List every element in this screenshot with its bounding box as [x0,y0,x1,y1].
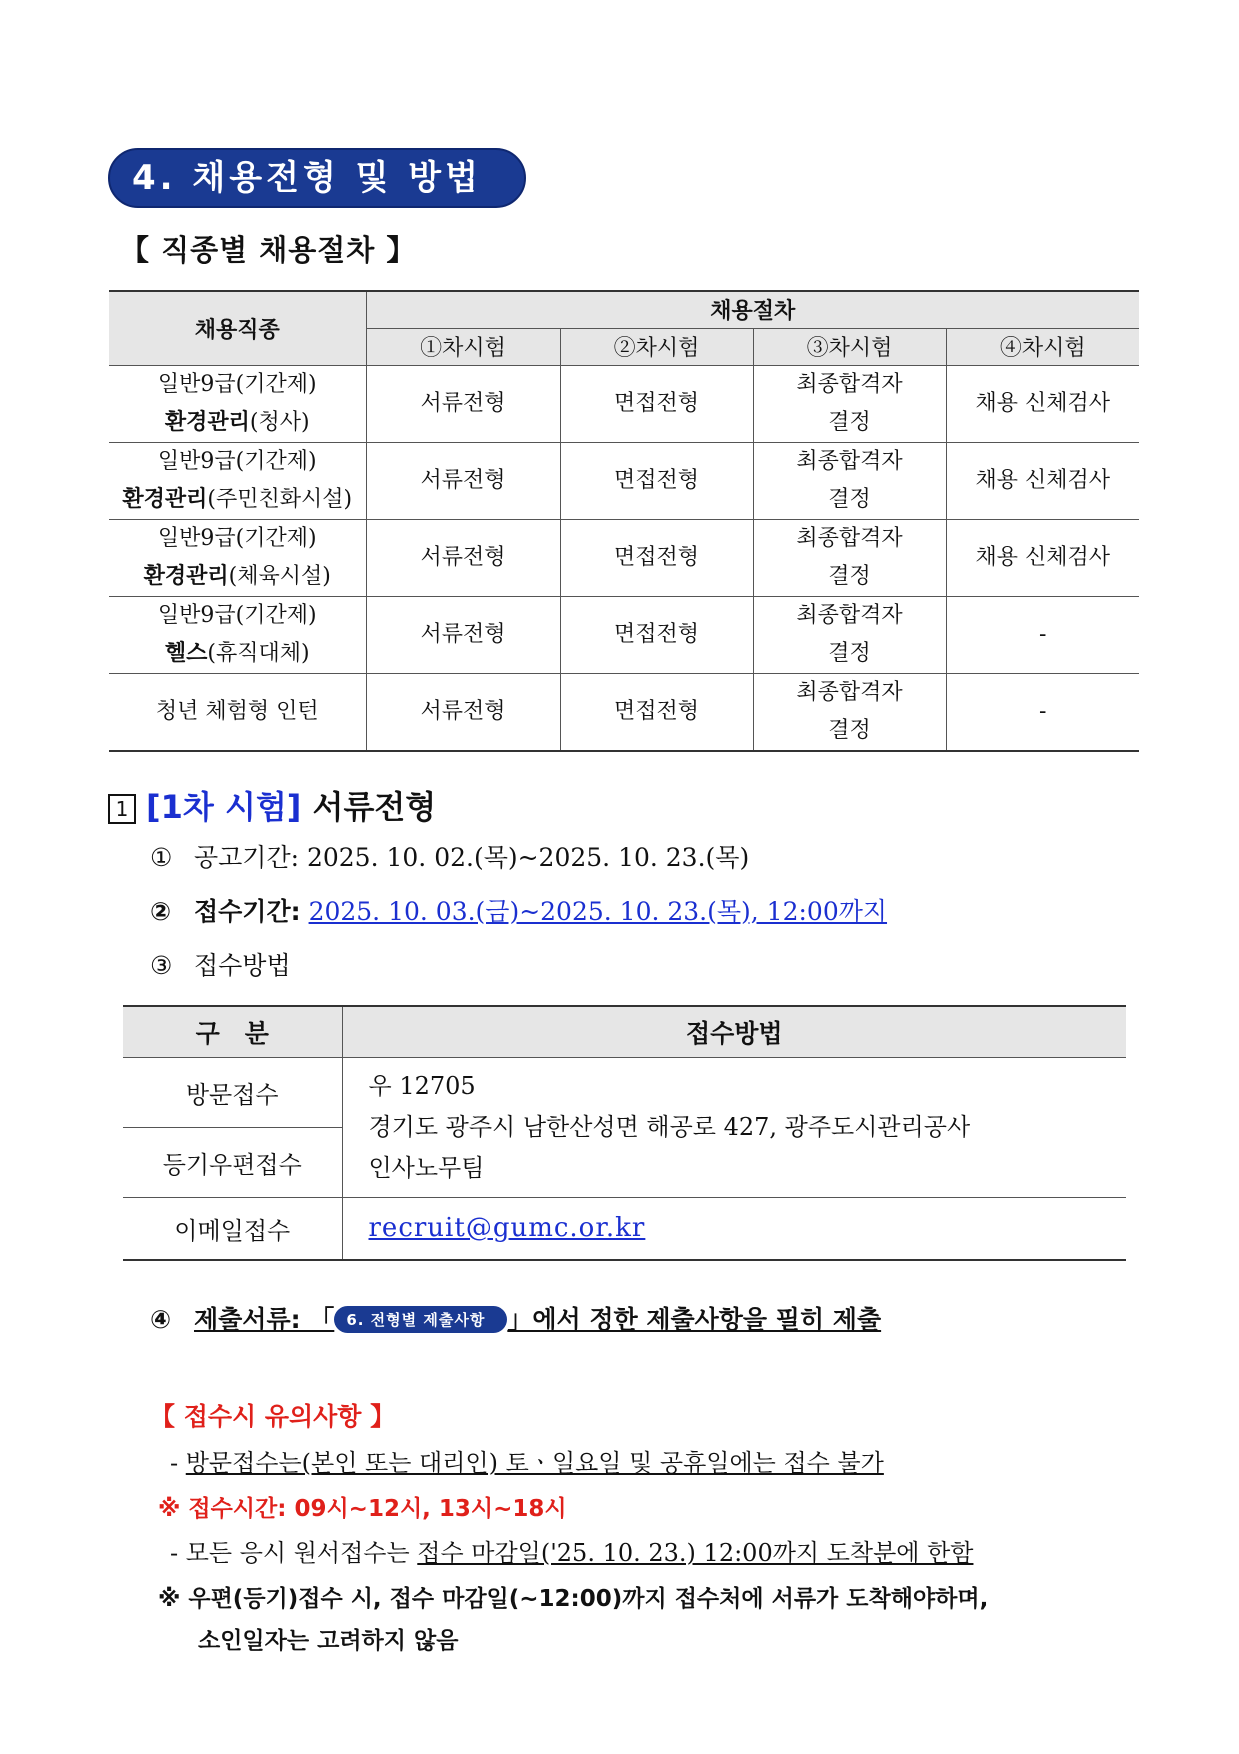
stage-4-cell: - [946,596,1139,673]
job-name: 환경관리 [164,409,250,435]
job-cell [109,365,366,442]
notice-title: 【 접수시 유의사항 】 [150,1402,396,1431]
item-number: ① [150,843,173,872]
address-cell [342,1057,1126,1197]
job-cell [109,442,366,519]
table-row [109,365,1139,442]
email-category: 이메일접수 [123,1197,342,1260]
stage-1-cell: 서류전형 [366,596,560,673]
reception-table [123,1005,1126,1261]
job-name: 환경관리 [143,563,229,589]
stage-2-cell: 면접전형 [560,442,753,519]
notice-postmark: 소인일자는 고려하지 않음 [198,1628,459,1654]
stage-3-line1: 최종합격자 [796,525,903,551]
stage-3-line2: 결정 [828,717,871,743]
header-category: 구 분 [123,1006,342,1057]
stage-2-cell: 면접전형 [560,596,753,673]
job-line: 일반9급(기간제) [157,448,317,474]
notice-deadline-prefix: - 모든 응시 원서접수는 [170,1539,418,1567]
stage-1-cell: 서류전형 [366,673,560,751]
header-stage-4: ④차시험 [946,328,1139,365]
notice-deadline-text: 접수 마감일('25. 10. 23.) 12:00까지 도착분에 한함 [417,1539,974,1567]
stage-3-cell [753,365,946,442]
stage-4-cell: - [946,673,1139,751]
application-method [150,946,291,982]
posting-period-text: 공고기간: 2025. 10. 02.(목)~2025. 10. 23.(목) [194,843,750,872]
stage-3-line2: 결정 [828,563,871,589]
stage-4-cell: 채용 신체검사 [946,365,1139,442]
documents-section-badge: 6. 전형별 제출사항 [334,1306,507,1333]
required-documents [150,1300,881,1336]
stage-3-line2: 결정 [828,640,871,666]
section-title: 4. 채용전형 및 방법 [108,148,526,208]
procedure-table [109,290,1139,752]
stage-2-cell: 면접전형 [560,673,753,751]
heading-number-box: 1 [108,794,136,824]
documents-label: 제출서류: 「 [194,1305,335,1334]
notice-line-weekend [170,1443,884,1478]
stage-4-cell: 채용 신체검사 [946,442,1139,519]
item-number: ③ [150,951,173,980]
stage-3-line1: 최종합격자 [796,371,903,397]
application-method-text: 접수방법 [194,951,291,980]
job-line: 일반9급(기간제) [157,371,317,397]
stage-2-cell: 면접전형 [560,365,753,442]
documents-rest: 」에서 정한 제출사항을 필히 제출 [507,1305,882,1334]
table-row [109,519,1139,596]
notice-mail-deadline: ※ 우편(등기)접수 시, 접수 마감일(~12:00)까지 접수처에 서류가 도착해야하며, [158,1586,989,1612]
job-cell: 청년 체험형 인턴 [109,673,366,751]
job-name: 환경관리 [122,486,208,512]
stage-3-cell [753,519,946,596]
stage-1-cell: 서류전형 [366,519,560,596]
stage-1-cell: 서류전형 [366,365,560,442]
item-number: ④ [150,1305,172,1334]
stage-2-cell: 면접전형 [560,519,753,596]
job-line: 일반9급(기간제) [157,525,317,551]
job-detail: (휴직대체) [207,640,310,666]
stage-3-cell [753,673,946,751]
stage-4-cell: 채용 신체검사 [946,519,1139,596]
stage-3-cell [753,596,946,673]
stage-3-line1: 최종합격자 [796,448,903,474]
postal-code: 우 12705 [368,1071,476,1100]
stage-1-cell: 서류전형 [366,442,560,519]
application-period-label: 접수기간: [194,897,301,926]
subsection-title: 【 직종별 채용절차 】 [120,233,417,267]
job-detail: (청사) [249,409,310,435]
notice-dash: - [170,1449,186,1477]
header-method: 접수방법 [342,1006,1126,1057]
header-stage-2: ②차시험 [560,328,753,365]
job-detail: (주민친화시설) [207,486,353,512]
heading-exam-type: 서류전형 [312,788,437,826]
job-line: 일반9급(기간제) [157,602,317,628]
item-number: ② [150,897,172,926]
address-line: 경기도 광주시 남한산성면 해공로 427, 광주도시관리공사 [368,1112,971,1141]
stage-3-cell [753,442,946,519]
stage-3-line2: 결정 [828,409,871,435]
header-job: 채용직종 [109,291,366,365]
header-stage-3: ③차시험 [753,328,946,365]
table-row [109,442,1139,519]
registered-mail-category: 등기우편접수 [123,1127,342,1197]
job-name: 헬스 [164,640,208,666]
stage-3-line1: 최종합격자 [796,679,903,705]
job-cell [109,596,366,673]
visit-category: 방문접수 [123,1057,342,1127]
address-team: 인사노무팀 [368,1153,485,1182]
application-period-value: 2025. 10. 03.(금)~2025. 10. 23.(목), 12:00까지 [308,897,888,926]
posting-period [150,838,749,874]
notice-reception-hours: ※ 접수시간: 09시~12시, 13시~18시 [158,1496,567,1522]
header-stage-1: ①차시험 [366,328,560,365]
notice-weekend-text: 방문접수는(본인 또는 대리인) 토ㆍ일요일 및 공휴일에는 접수 불가 [185,1449,884,1477]
heading-exam-label: [1차 시험] [146,788,302,826]
exam1-heading [108,782,436,828]
notice-deadline [170,1533,973,1568]
table-row [109,596,1139,673]
job-detail: (체육시설) [228,563,331,589]
application-period [150,892,887,928]
table-row [109,673,1139,751]
job-cell [109,519,366,596]
stage-3-line2: 결정 [828,486,871,512]
stage-3-line1: 최종합격자 [796,602,903,628]
email-link[interactable]: recruit@gumc.or.kr [342,1197,1126,1260]
header-procedure: 채용절차 [366,291,1139,328]
